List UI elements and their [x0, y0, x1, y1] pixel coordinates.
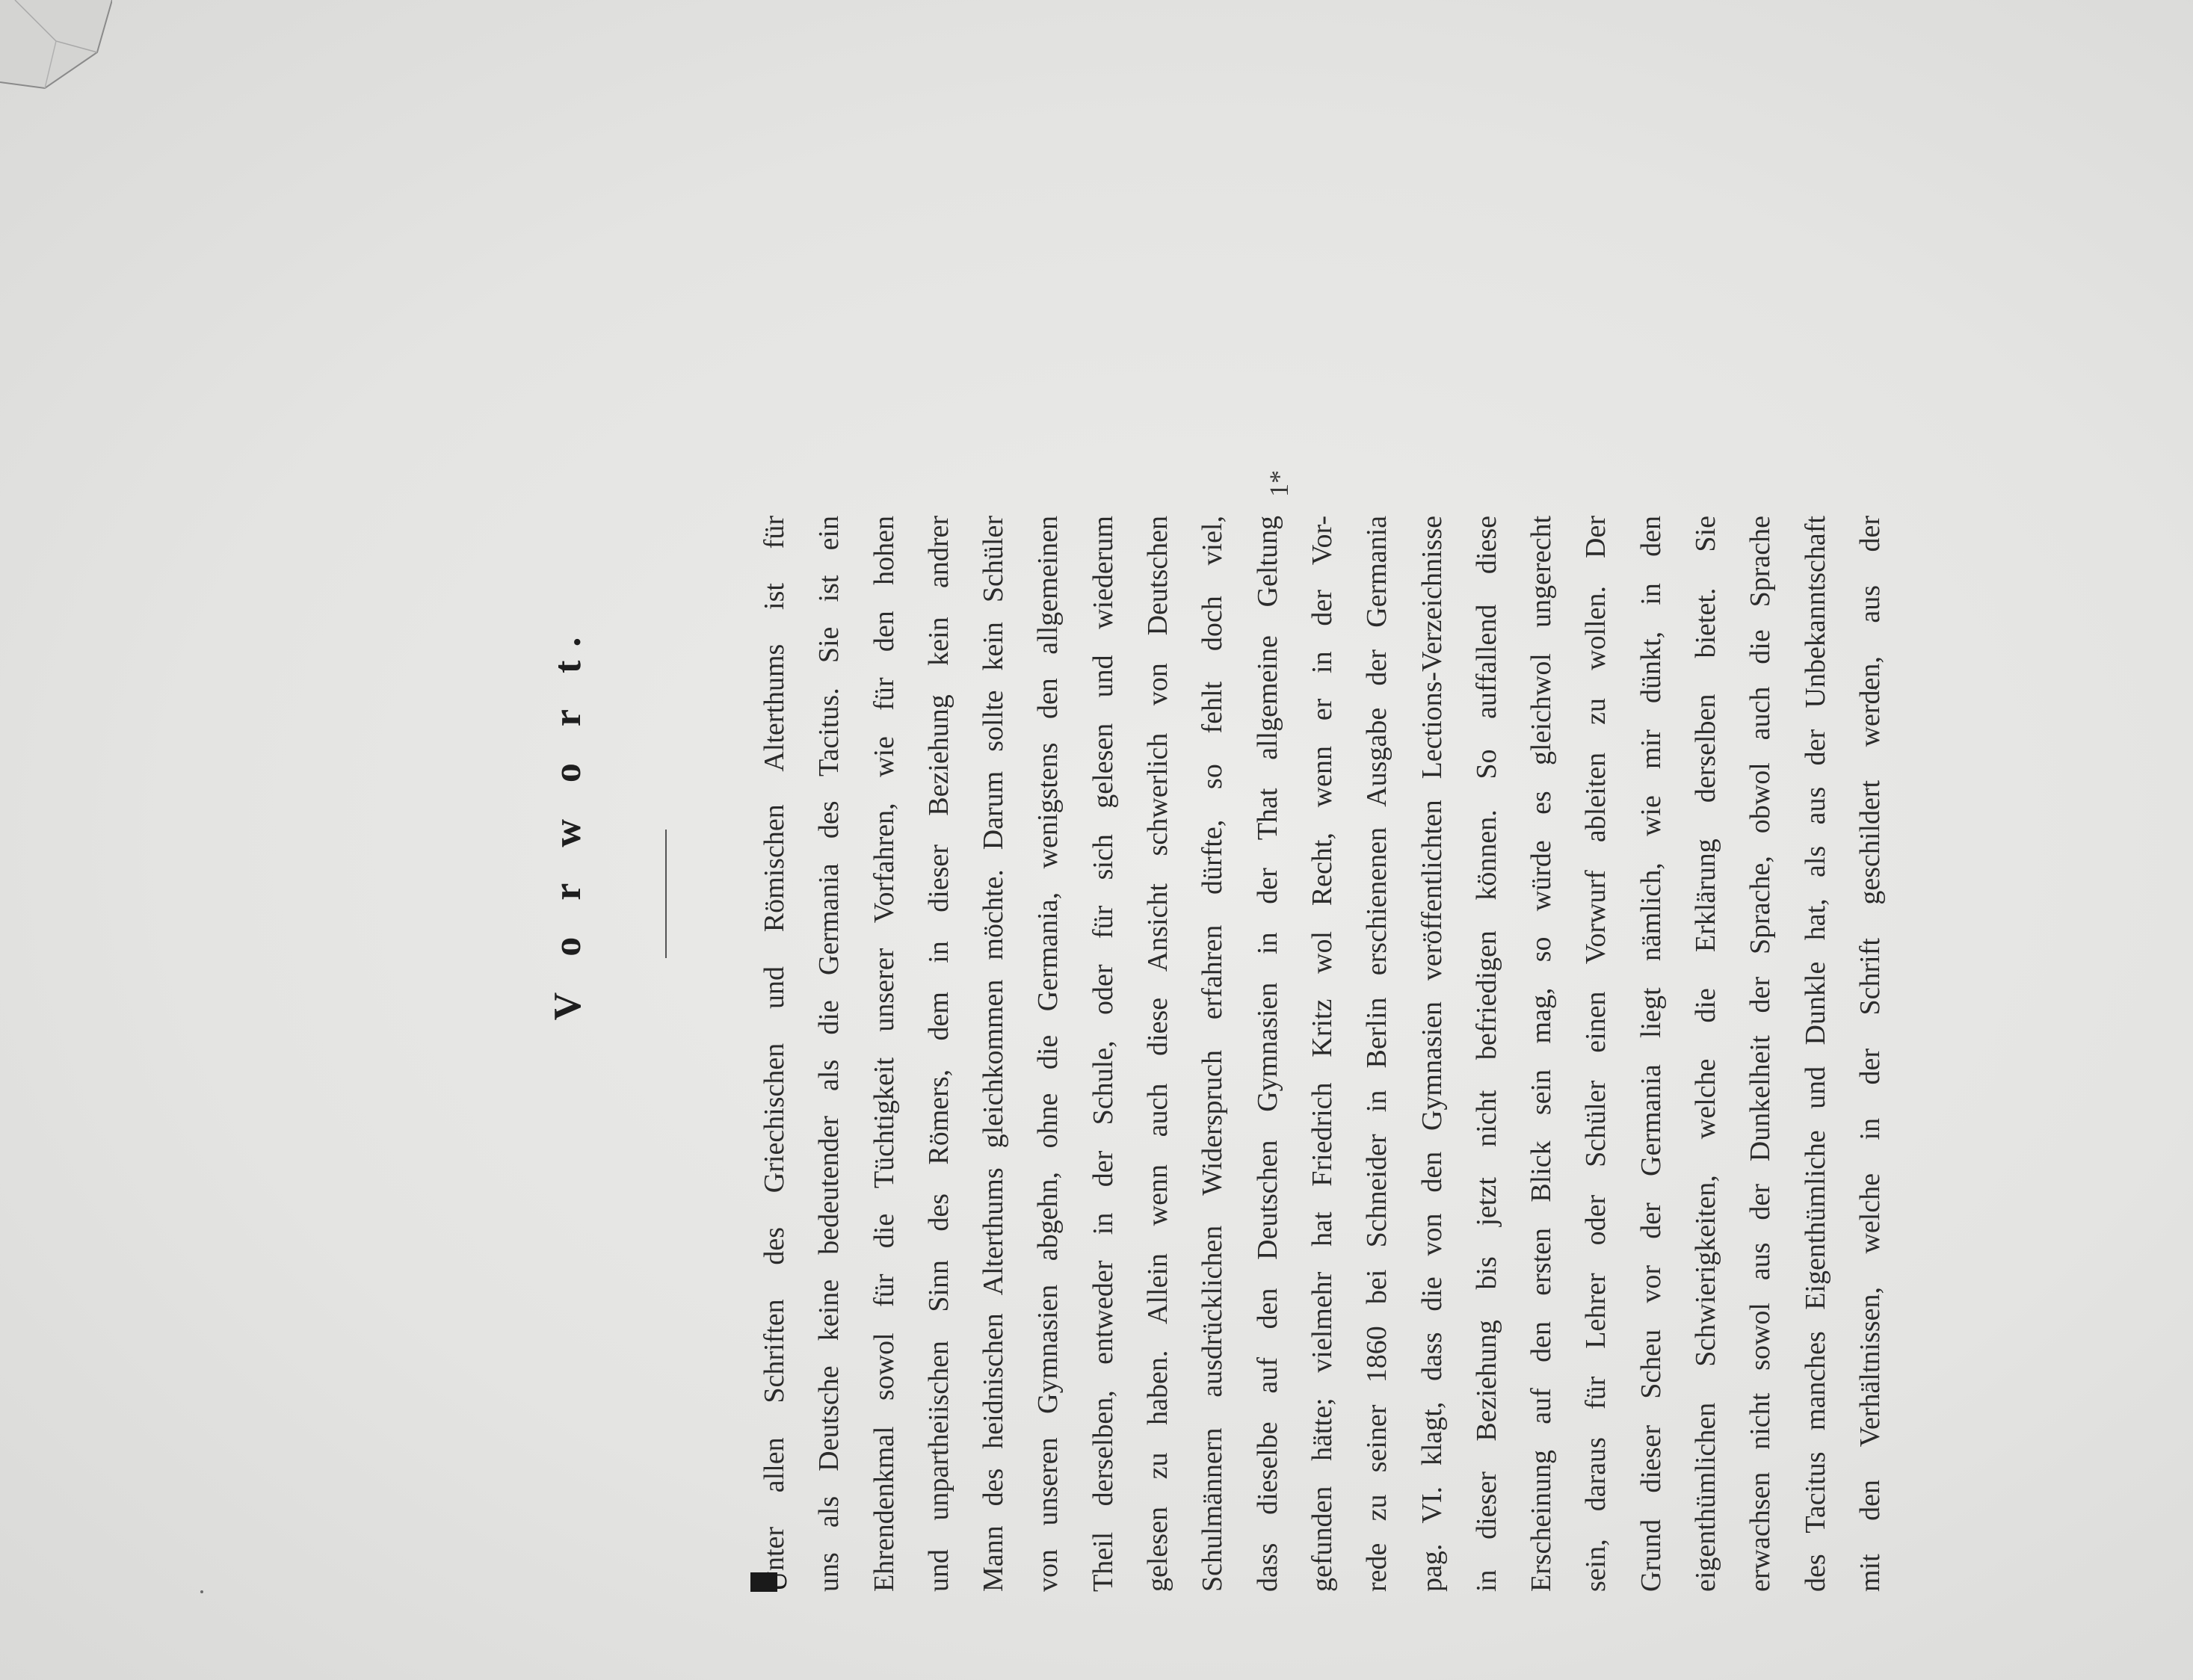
text-line: und unpartheiischen Sinn des Römers, dem in dieser Beziehung kein andrer: [922, 516, 954, 1592]
text-line: erwachsen nicht sowol aus der Dunkelheit der Sprache, obwol auch die Sprache: [1745, 516, 1777, 1592]
text-line: pag. VI. klagt, dass die von den Gymnasien veröffentlichten Lections-Verzeichnisse: [1416, 516, 1448, 1592]
dust-speck: [200, 1590, 203, 1593]
text-line: Schulmännern ausdrücklichen Widerspruch erfahren dürfte, so fehlt doch viel,: [1197, 516, 1229, 1592]
text-line: Mann des heidnischen Alterthums gleichkommen möchte. Darum sollte kein Schüler: [978, 516, 1010, 1592]
text-line: dass dieselbe auf den Deutschen Gymnasien in der That allgemeine Geltung: [1251, 516, 1283, 1592]
text-line: Ehrendenkmal sowol für die Tüchtigkeit unserer Vorfahren, wie für den hohen: [868, 516, 900, 1592]
drop-cap: U: [750, 1572, 777, 1592]
title-rule: [665, 830, 667, 958]
text-line: Erscheinung auf den ersten Blick sein mag, so würde es gleichwol ungerecht: [1526, 516, 1558, 1592]
text-line: Grund dieser Scheu vor der Germania liegt nämlich, wie mir dünkt, in den: [1635, 516, 1667, 1592]
text-line: mit den Verhältnissen, welche in der Schrift geschildert werden, aus der: [1854, 516, 1886, 1592]
text-line: des Tacitus manches Eigenthümliche und Dunkle hat, als aus der Unbekanntschaft: [1799, 516, 1831, 1592]
folded-corner: [0, 0, 112, 97]
text-line-content: nter allen Schriften des Griechischen und Römischen Alterthums ist für: [759, 516, 790, 1571]
text-line: gefunden hätte; vielmehr hat Friedrich Kritz wol Recht, wenn er in der Vor-: [1306, 516, 1338, 1592]
body-text: [747, 516, 1898, 1592]
text-line: uns als Deutsche keine bedeutender als die Germania des Tacitus. Sie ist ein: [813, 516, 845, 1592]
page-number: 1*: [1264, 470, 1294, 497]
text-line: eigenthümlichen Schwierigkeiten, welche die Erklärung derselben bietet. Sie: [1690, 516, 1722, 1592]
page-title: V o r w o r t.: [546, 623, 589, 1021]
text-line: rede zu seiner 1860 bei Schneider in Berlin erschienenen Ausgabe der Germania: [1361, 516, 1393, 1592]
text-line: von unseren Gymnasien abgehn, ohne die Germania, wenigstens den allgemeinen: [1032, 516, 1064, 1592]
text-line: Theil derselben, entweder in der Schule, oder für sich gelesen und wiederum: [1087, 516, 1119, 1592]
text-line: in dieser Beziehung bis jetzt nicht befriedigen können. So auffallend diese: [1470, 516, 1502, 1592]
text-line: [747, 516, 802, 1592]
text-line: sein, daraus für Lehrer oder Schüler einen Vorwurf ableiten zu wollen. Der: [1580, 516, 1612, 1592]
text-line: gelesen zu haben. Allein wenn auch diese Ansicht schwerlich von Deutschen: [1142, 516, 1174, 1592]
